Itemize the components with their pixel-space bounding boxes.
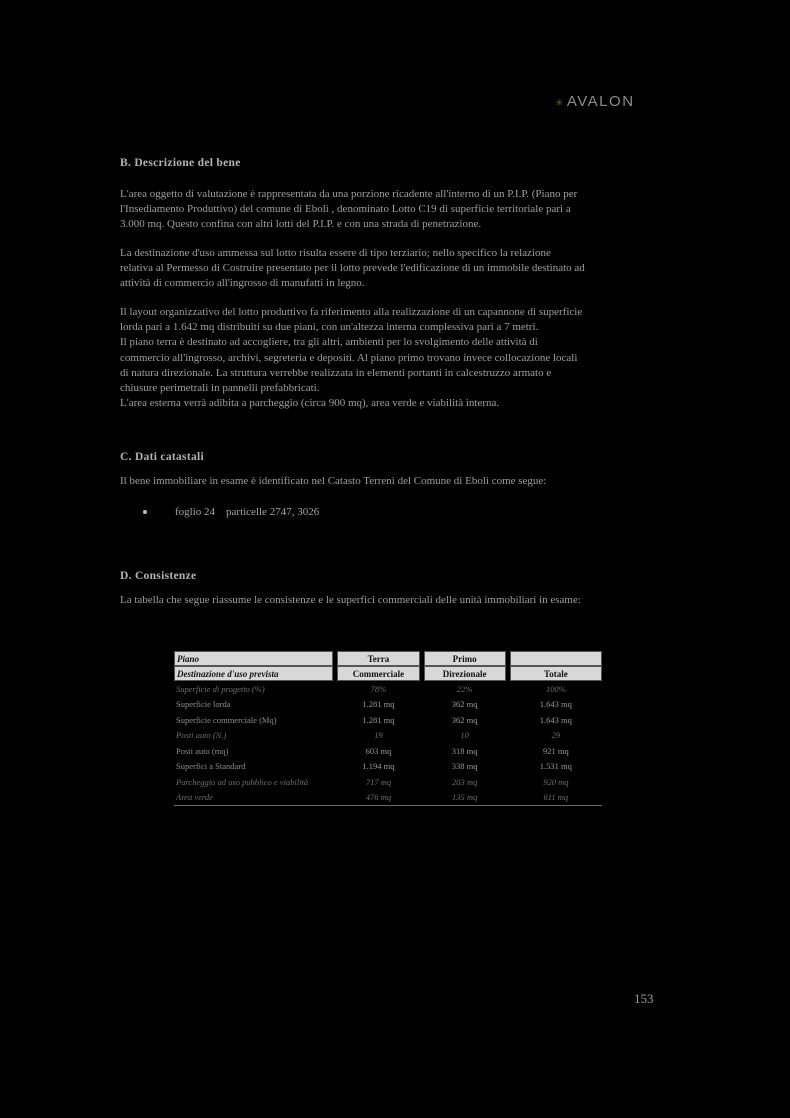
text-line: Il layout organizzativo del lotto produttivo fa riferimento alla realizzazione di un capannone di superficie [120, 306, 583, 318]
page-number: 153 [634, 991, 654, 1006]
cell-value: 1.281 mq [362, 699, 395, 710]
table-row [174, 743, 602, 759]
table-header-row [174, 651, 602, 666]
text-line: Il bene immobiliare in esame è identificato nel Catasto Terreni del Comune di Eboli come segue: [120, 475, 547, 487]
section-d-paragraph [120, 593, 656, 608]
cell-value: 920 mq [543, 776, 569, 787]
cell-value: 603 mq [365, 745, 392, 756]
text-line: 3.000 mq. Questo confina con altri lotti del P.I.P. e con una strada di penetrazione. [120, 218, 482, 231]
text-line: La tabella che segue riassume le consistenze e le superfici commerciali delle unità immobiliari in esame: [120, 594, 581, 606]
row-label: Superficie lorda [176, 699, 231, 710]
cell-value: 338 mq [451, 761, 478, 772]
header-cell: Destinazione d'uso prevista [174, 666, 333, 681]
text-line: chiusure perimetrali in pannelli prefabbricati. [120, 382, 320, 395]
cell-value: 203 mq [452, 776, 478, 787]
header-cell: Totale [510, 666, 602, 681]
avalon-logo [555, 93, 635, 110]
cell-value: 1.643 mq [539, 699, 572, 710]
header-cell: Terra [337, 651, 419, 666]
section-c-title: C. Dati catastali [120, 451, 204, 463]
table-row [174, 728, 602, 744]
table-row [174, 790, 602, 807]
header-cell: Direzionale [424, 666, 506, 681]
text-line: di natura direzionale. La struttura verrebbe realizzata in elementi portanti in calcestruzzo armato e [120, 366, 552, 379]
cadastral-reference: foglio 24 particelle 2747, 3026 [175, 506, 320, 518]
table-row [174, 774, 602, 790]
header-cell [510, 651, 602, 666]
table-row [174, 712, 602, 728]
cell-value: 611 mq [510, 790, 602, 807]
cell-value: 29 [551, 730, 561, 741]
cell-value: 78% [370, 683, 387, 694]
header-cell: Primo [424, 651, 506, 666]
row-label: Superfici a Standard [176, 761, 246, 772]
text-line: La destinazione d'uso ammessa sul lotto risulta essere di tipo terziario; nello specifico la relazione [120, 247, 551, 259]
table-row [174, 681, 602, 697]
cell-value: 1.531 mq [539, 761, 572, 772]
row-label: Superficie commerciale (Mq) [176, 714, 277, 725]
cell-value: 135 mq [424, 790, 506, 807]
section-b-title: B. Descrizione del bene [120, 157, 241, 169]
cell-value: 1.194 mq [362, 761, 395, 772]
cell-value: 476 mq [337, 790, 419, 807]
row-label: Parcheggio ad uso pubblico e viabilità [176, 776, 309, 787]
text-line: L'area oggetto di valutazione è rappresentata da una porzione ricadente all'interno di un P.I.P. (Piano per [120, 188, 578, 200]
row-label: Area verde [174, 790, 333, 807]
logo-star-icon: ✳ [555, 98, 565, 109]
cadastral-bullet [143, 506, 319, 518]
row-label: Superficie di progetto (%) [176, 683, 265, 694]
text-line: L'area esterna verrà adibita a parcheggio (circa 900 mq), area verde e viabilità interna. [120, 397, 500, 410]
section-b-paragraph-3 [120, 305, 656, 411]
section-c-paragraph [120, 474, 656, 489]
cell-value: 1.281 mq [362, 714, 395, 725]
cell-value: 22% [456, 683, 473, 694]
header-cell: Piano [174, 651, 333, 666]
section-d-title: D. Consistenze [120, 570, 197, 582]
cell-value: 717 mq [365, 776, 392, 787]
cell-value: 318 mq [451, 745, 478, 756]
table-header-row [174, 666, 602, 681]
header-cell: Commerciale [337, 666, 419, 681]
text-line: relativa al Permesso di Costruire presentato per il lotto prevede l'edificazione di un immobile destinato ad [120, 262, 585, 275]
table-row [174, 759, 602, 775]
logo-text: AVALON [566, 93, 635, 110]
cell-value: 10 [460, 730, 469, 741]
consistency-table [174, 651, 602, 806]
table-row [174, 697, 602, 713]
row-label: Posti auto (mq) [176, 745, 229, 756]
cell-value: 921 mq [542, 745, 569, 756]
cell-value: 19 [374, 730, 383, 741]
text-line: Il piano terra è destinato ad accogliere, tra gli altri, ambienti per lo svolgimento delle attività di [120, 336, 538, 349]
cell-value: 362 mq [451, 714, 478, 725]
text-line: attività di commercio all'ingrosso di manufatti in legno. [120, 277, 365, 290]
cell-value: 100% [545, 683, 566, 694]
section-b-paragraph-2 [120, 246, 656, 292]
section-b-paragraph-1 [120, 187, 656, 233]
bullet-icon [143, 510, 147, 514]
text-line: commercio all'ingrosso, archivi, segreteria e depositi. Al piano primo trovano invece collocazione locali [120, 351, 578, 364]
text-line: l'Insediamento Produttivo) del comune di Eboli , denominato Lotto C19 di superficie territoriale pari a [120, 203, 571, 216]
text-line: lorda pari a 1.642 mq distribuiti su due piani, con un'altezza interna complessiva pari a 7 metri. [120, 321, 539, 334]
cell-value: 362 mq [451, 699, 478, 710]
cell-value: 1.643 mq [539, 714, 572, 725]
row-label: Posti auto (N.) [176, 730, 227, 741]
